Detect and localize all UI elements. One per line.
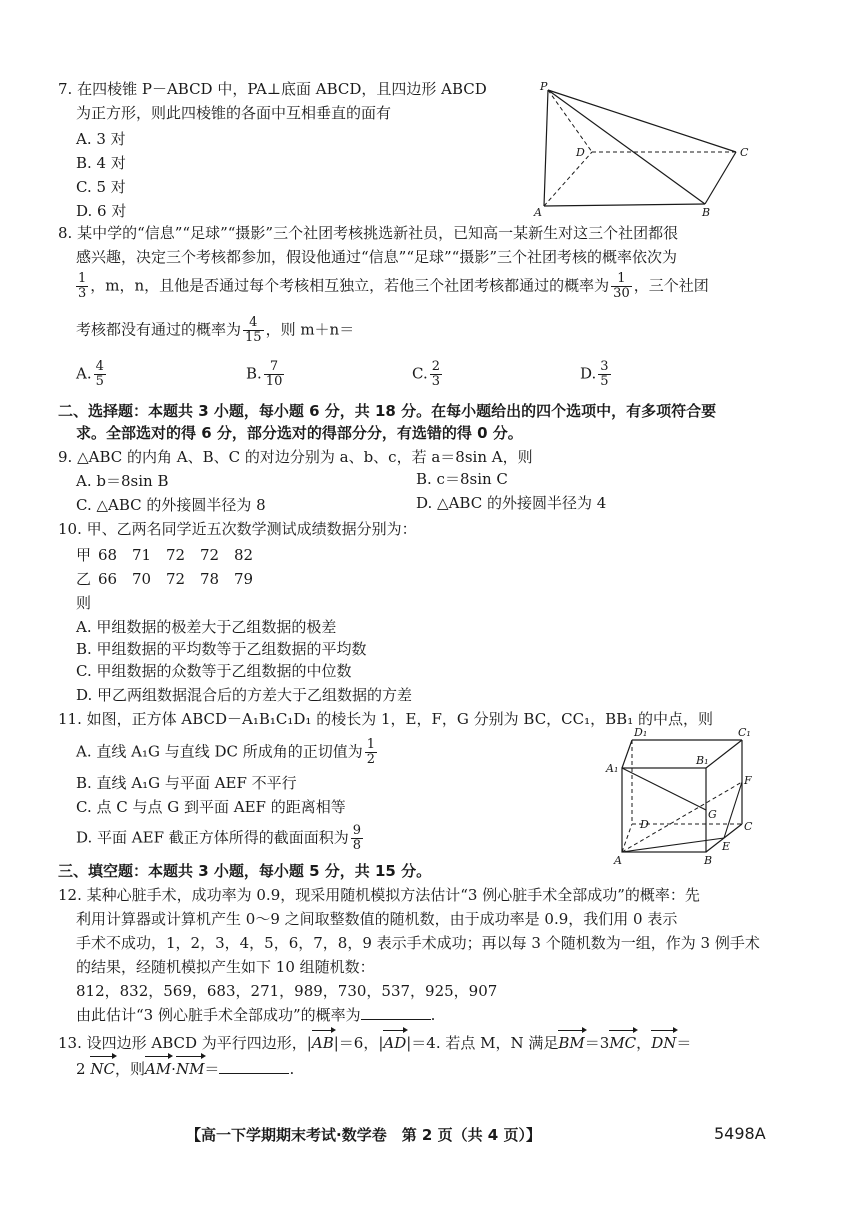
q11-label-f: F <box>744 774 752 787</box>
q8-option-d: D. $\frac{3}{5}$ <box>580 359 609 389</box>
paper-code: 5498A <box>714 1124 766 1143</box>
q11-option-d: D. 平面 AEF 截正方体所得的截面面积为 $\frac{9}{8}$ <box>76 823 362 853</box>
q12-line-1: 12. 某种心脏手术，成功率为 0.9，现采用随机模拟方法估计“3 例心脏手术全部成功”的概率：先 <box>58 886 700 904</box>
q9-option-d: D. △ABC 的外接圆半径为 4 <box>416 494 607 512</box>
q8-option-a: A. $\frac{4}{5}$ <box>76 359 104 389</box>
q9-stem: 9. △ABC 的内角 A、B、C 的对边分别为 a、b、c，若 a＝8sin A，则 <box>58 448 533 466</box>
q11-option-a: A. 直线 A₁G 与直线 DC 所成角的正切值为 $\frac{1}{2}$ <box>76 737 376 767</box>
q8-fraction-four-fifteenths: $\frac{4}{15}$ <box>245 315 262 345</box>
q7-label-a: A <box>534 206 542 218</box>
q9-option-c: C. △ABC 的外接圆半径为 8 <box>76 496 266 514</box>
q11-stem: 11. 如图，正方体 ABCD－A₁B₁C₁D₁ 的棱长为 1，E，F，G 分别为 BC，CC₁，BB₁ 的中点，则 <box>58 710 713 728</box>
q7-label-b: B <box>702 206 711 218</box>
q7-stem-line-1: 7. 在四棱锥 P－ABCD 中，PA⊥底面 ABCD，且四边形 ABCD <box>58 80 487 98</box>
q7-label-d: D <box>576 146 585 159</box>
q7-option-a: A. 3 对 <box>76 130 126 148</box>
section-2-heading-line-2: 求。全部选对的得 6 分，部分选对的得部分分，有选错的得 0 分。 <box>76 424 523 442</box>
q9-option-a: A. b＝8sin B <box>76 472 169 490</box>
section-3-heading: 三、填空题：本题共 3 小题，每小题 5 分，共 15 分。 <box>58 862 432 880</box>
q11-label-c: C <box>744 820 753 833</box>
q7-option-d: D. 6 对 <box>76 202 127 220</box>
q10-row-jia: 甲 68 71 72 72 82 <box>76 546 254 564</box>
q10-row-yi: 乙 66 70 72 78 79 <box>76 570 254 588</box>
q7-option-c: C. 5 对 <box>76 178 126 196</box>
q13-line-2: 2 NC，则AM·NM＝ . <box>76 1060 295 1078</box>
q12-answer-blank[interactable] <box>361 1005 431 1020</box>
page-footer: 【高一下学期期末考试·数学卷 第 2 页（共 4 页）】 <box>186 1126 541 1144</box>
q8-stem-line-3: $\frac{1}{3}$ ，m，n，且他是否通过每个考核相互独立，若他三个社团考核都通过的概率为 $\frac{1}{30}$ ，三个社团 <box>78 271 709 301</box>
q8-stem-line-4: 考核都没有通过的概率为 $\frac{4}{15}$ ，则 m＋n＝ <box>76 315 355 345</box>
q7-label-p: P <box>540 80 548 93</box>
q8-stem-line-1: 8. 某中学的“信息”“足球”“摄影”三个社团考核挑选新社员，已知高一某新生对这三个社团都很 <box>58 224 679 242</box>
q8-fraction-one-third: $\frac{1}{3}$ <box>78 271 87 301</box>
q11-label-b1: B₁ <box>696 754 709 767</box>
q11-cube-figure <box>604 724 764 866</box>
q8-option-c: C. $\frac{2}{3}$ <box>412 359 440 389</box>
section-2-heading-line-1: 二、选择题：本题共 3 小题，每小题 6 分，共 18 分。在每小题给出的四个选项中，有多项符合要 <box>58 402 717 420</box>
q11-option-b: B. 直线 A₁G 与平面 AEF 不平行 <box>76 774 297 792</box>
q12-line-3: 手术不成功，1，2，3，4，5，6，7，8，9 表示手术成功；再以每 3 个随机数为一组，作为 3 例手术 <box>76 934 760 952</box>
q11-label-a1: A₁ <box>606 762 619 775</box>
q8-option-b: B. $\frac{7}{10}$ <box>246 359 283 389</box>
q10-then: 则 <box>76 594 92 612</box>
q12-line-4: 的结果，经随机模拟产生如下 10 组随机数： <box>76 958 375 976</box>
q8-stem-line-2: 感兴趣，决定三个考核都参加，假设他通过“信息”“足球”“摄影”三个社团考核的概率依次为 <box>76 248 678 266</box>
q12-line-5: 由此估计“3 例心脏手术全部成功”的概率为 . <box>76 1006 436 1024</box>
q12-line-2: 利用计算器或计算机产生 0～9 之间取整数值的随机数，由于成功率是 0.9，我们用 0 表示 <box>76 910 678 928</box>
q11-label-d1: D₁ <box>634 726 648 739</box>
q10-option-b: B. 甲组数据的平均数等于乙组数据的平均数 <box>76 640 367 658</box>
q11-label-d: D <box>640 818 649 831</box>
q10-option-d: D. 甲乙两组数据混合后的方差大于乙组数据的方差 <box>76 686 413 704</box>
q10-option-a: A. 甲组数据的极差大于乙组数据的极差 <box>76 618 337 636</box>
q9-option-b: B. c＝8sin C <box>416 470 508 488</box>
q7-pyramid-figure <box>530 78 760 218</box>
q13-line-1: 13. 设四边形 ABCD 为平行四边形，|AB|＝6，|AD|＝4. 若点 M，N 满足BM＝3MC，DN＝ <box>58 1034 692 1052</box>
q11-label-b: B <box>704 854 713 866</box>
q8-fraction-one-thirtieth: $\frac{1}{30}$ <box>613 271 630 301</box>
q11-label-a: A <box>614 854 622 866</box>
q12-random-numbers: 812，832，569，683，271，989，730，537，925，907 <box>76 982 498 1000</box>
q11-label-c1: C₁ <box>738 726 751 739</box>
q10-option-c: C. 甲组数据的众数等于乙组数据的中位数 <box>76 662 352 680</box>
q7-label-c: C <box>740 146 749 159</box>
q7-option-b: B. 4 对 <box>76 154 126 172</box>
q11-label-g: G <box>708 808 717 821</box>
q7-stem-line-2: 为正方形，则此四棱锥的各面中互相垂直的面有 <box>76 104 392 122</box>
q11-option-c: C. 点 C 与点 G 到平面 AEF 的距离相等 <box>76 798 346 816</box>
q13-answer-blank[interactable] <box>219 1059 289 1074</box>
q11-label-e: E <box>722 840 731 853</box>
q10-stem: 10. 甲、乙两名同学近五次数学测试成绩数据分别为： <box>58 520 417 538</box>
